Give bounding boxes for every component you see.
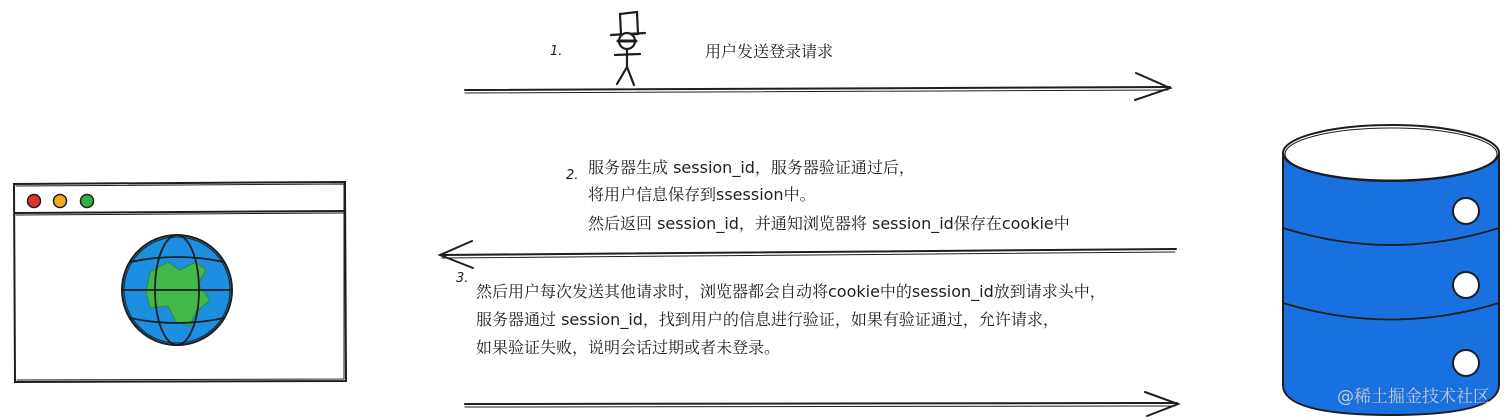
step1-label: 用户发送登录请求 [705, 42, 834, 61]
watermark: @稀土掘金技术社区 [1337, 387, 1490, 407]
minimize-dot [54, 195, 67, 208]
step1-number: 1. [550, 44, 563, 59]
step2-line-3: 然后返回 session_id，并通知浏览器将 session_id保存在cookie中 [588, 214, 1070, 233]
user-figure [611, 12, 645, 85]
step2-number: 2. [566, 168, 579, 183]
arrow-request [465, 73, 1170, 100]
maximize-dot [81, 195, 94, 208]
db-disk-1 [1453, 198, 1479, 224]
arrow-response [440, 241, 1176, 268]
db-disk-2 [1453, 272, 1479, 298]
step2-line-2: 将用户信息保存到ssession中。 [588, 185, 816, 204]
step2-line-1: 服务器生成 session_id，服务器验证通过后， [588, 158, 915, 177]
close-dot [28, 195, 41, 208]
globe-icon [122, 235, 232, 345]
step3-line-3: 如果验证失败，说明会话过期或者未登录。 [476, 338, 781, 357]
step3-number: 3. [456, 271, 469, 286]
step3-line-1: 然后用户每次发送其他请求时，浏览器都会自动将cookie中的session_id放到请求头中， [476, 282, 1106, 301]
database-icon [1283, 125, 1499, 415]
db-disk-3 [1453, 350, 1479, 376]
step3-line-2: 服务器通过 session_id，找到用户的信息进行验证，如果有验证通过，允许请求， [476, 310, 1059, 329]
arrow-subsequent [465, 392, 1178, 416]
